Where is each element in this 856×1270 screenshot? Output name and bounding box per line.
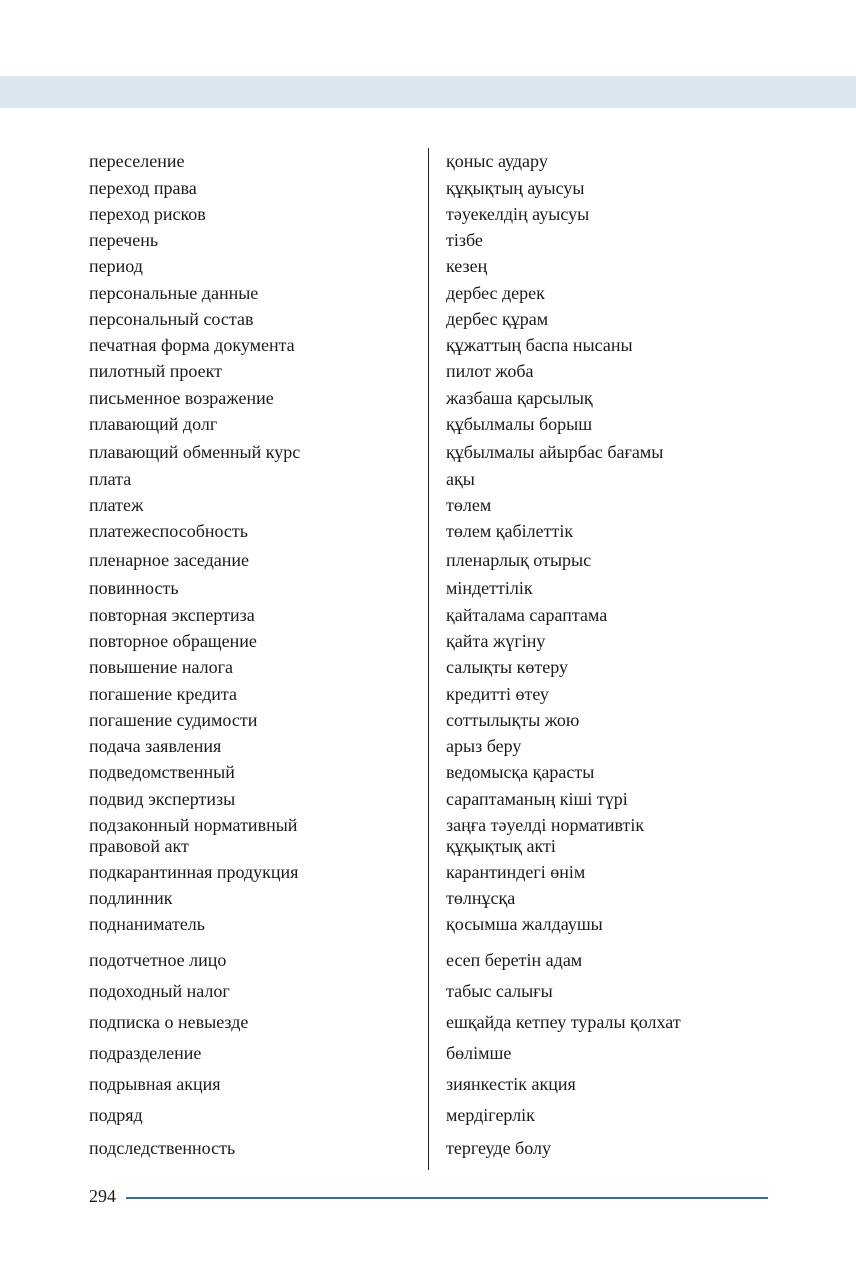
term-kazakh: бөлімше — [446, 1043, 512, 1063]
term-kazakh: тергеуде болу — [446, 1138, 551, 1158]
term-kazakh: сараптаманың кіші түрі — [446, 789, 628, 809]
term-russian: персональные данные — [89, 283, 259, 303]
term-russian: плата — [89, 469, 132, 489]
term-kazakh: мердігерлік — [446, 1105, 535, 1125]
term-russian: персональный состав — [89, 309, 254, 329]
footer-rule — [126, 1197, 768, 1199]
header-band — [0, 76, 856, 108]
term-kazakh: міндеттілік — [446, 578, 533, 598]
term-russian: переход рисков — [89, 204, 206, 224]
term-russian: поднаниматель — [89, 914, 205, 934]
term-russian: подотчетное лицо — [89, 950, 227, 970]
term-russian: подведомственный — [89, 762, 235, 782]
term-kazakh: арыз беру — [446, 736, 522, 756]
term-kazakh: ақы — [446, 469, 475, 489]
page-number: 294 — [89, 1186, 116, 1206]
term-russian: подразделение — [89, 1043, 202, 1063]
term-russian: подследственность — [89, 1138, 236, 1158]
term-russian: пилотный проект — [89, 361, 222, 381]
term-russian: подзаконный нормативный правовой акт — [89, 815, 298, 856]
term-russian: перечень — [89, 230, 159, 250]
term-kazakh: қоныс аудару — [446, 151, 548, 171]
term-kazakh: есеп беретін адам — [446, 950, 583, 970]
term-kazakh: қайта жүгіну — [446, 631, 546, 651]
term-russian: плавающий обменный курс — [89, 442, 301, 462]
term-russian: переход права — [89, 178, 197, 198]
term-russian: платеж — [89, 495, 144, 515]
term-russian: повинность — [89, 578, 179, 598]
term-kazakh: құбылмалы айырбас бағамы — [446, 442, 664, 462]
term-russian: подписка о невыезде — [89, 1012, 249, 1032]
term-russian: подрывная акция — [89, 1074, 221, 1094]
term-russian: подача заявления — [89, 736, 222, 756]
term-kazakh: құжаттың баспа нысаны — [446, 335, 633, 355]
term-russian: повторное обращение — [89, 631, 257, 651]
term-russian: подвид экспертизы — [89, 789, 236, 809]
term-kazakh: төлем — [446, 495, 492, 515]
term-russian: пленарное заседание — [89, 550, 250, 570]
term-russian: подоходный налог — [89, 981, 230, 1001]
term-kazakh: кезең — [446, 256, 488, 276]
term-kazakh: пилот жоба — [446, 361, 534, 381]
term-russian: подряд — [89, 1105, 143, 1125]
term-kazakh: дербес құрам — [446, 309, 549, 329]
term-russian: подкарантинная продукция — [89, 862, 299, 882]
term-kazakh: жазбаша қарсылық — [446, 388, 593, 408]
term-russian: погашение кредита — [89, 684, 237, 704]
term-kazakh: зиянкестік акция — [446, 1074, 576, 1094]
term-russian: платежеспособность — [89, 521, 248, 541]
term-russian: погашение судимости — [89, 710, 258, 730]
term-russian: повторная экспертиза — [89, 605, 255, 625]
term-kazakh: құқықтың ауысуы — [446, 178, 585, 198]
term-kazakh: пленарлық отырыс — [446, 550, 592, 570]
term-russian: печатная форма документа — [89, 335, 295, 355]
term-kazakh: дербес дерек — [446, 283, 545, 303]
column-divider — [428, 148, 429, 1170]
term-kazakh: кредитті өтеу — [446, 684, 549, 704]
term-kazakh: соттылықты жою — [446, 710, 580, 730]
term-kazakh: табыс салығы — [446, 981, 553, 1001]
term-kazakh: ешқайда кетпеу туралы қолхат — [446, 1012, 681, 1032]
term-kazakh: карантиндегі өнім — [446, 862, 586, 882]
term-kazakh: қайталама сараптама — [446, 605, 608, 625]
term-russian: письменное возражение — [89, 388, 274, 408]
term-russian: подлинник — [89, 888, 173, 908]
term-russian: период — [89, 256, 143, 276]
term-kazakh: заңға тәуелді нормативтік құқықтық акті — [446, 815, 645, 856]
term-kazakh: төлем қабілеттік — [446, 521, 574, 541]
term-kazakh: қосымша жалдаушы — [446, 914, 603, 934]
term-kazakh: тәуекелдің ауысуы — [446, 204, 590, 224]
term-kazakh: төлнұсқа — [446, 888, 516, 908]
term-russian: плавающий долг — [89, 414, 218, 434]
term-russian: повышение налога — [89, 657, 233, 677]
term-kazakh: ведомысқа қарасты — [446, 762, 595, 782]
term-kazakh: тізбе — [446, 230, 483, 250]
term-kazakh: салықты көтеру — [446, 657, 569, 677]
term-kazakh: құбылмалы борыш — [446, 414, 593, 434]
term-russian: переселение — [89, 151, 185, 171]
